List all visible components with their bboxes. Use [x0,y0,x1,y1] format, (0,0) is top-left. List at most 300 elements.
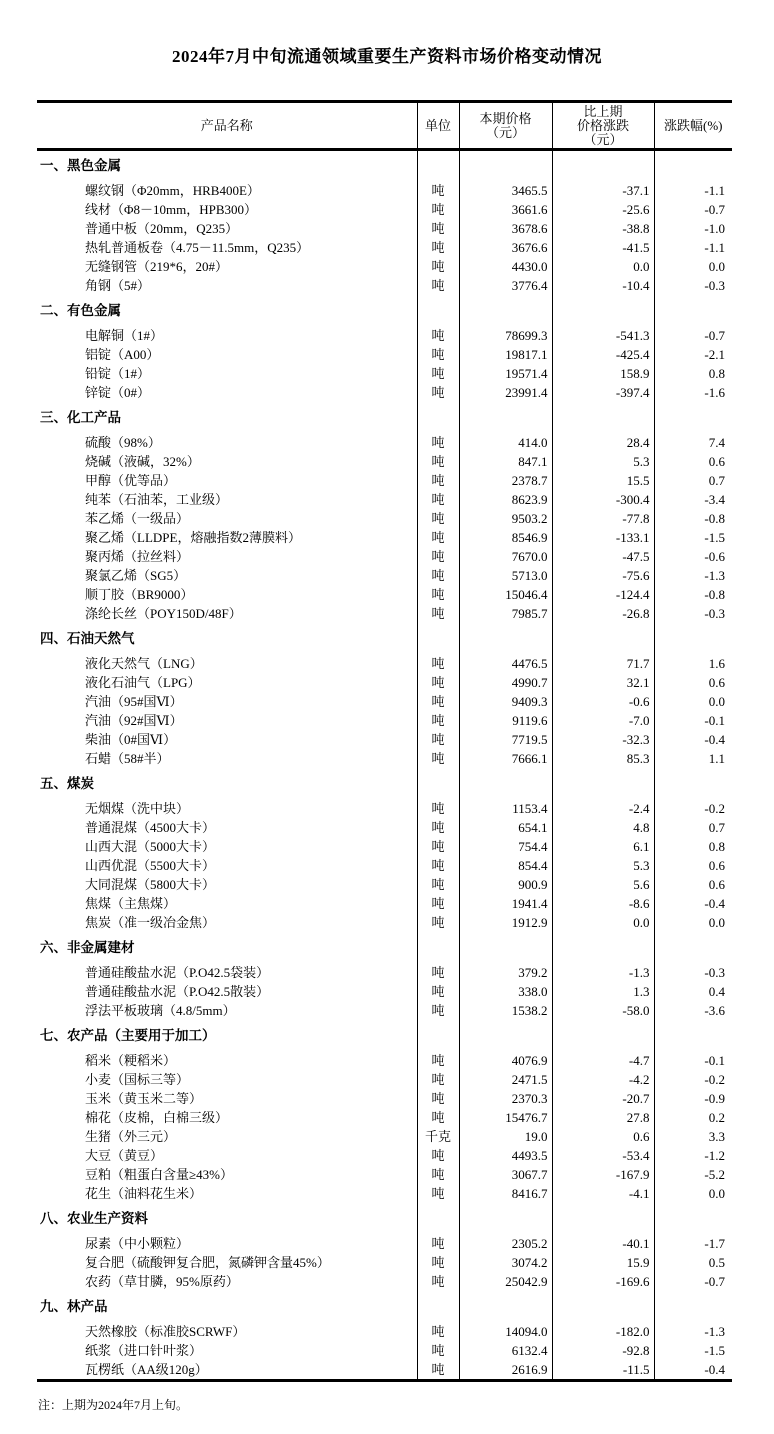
change-cell [552,150,654,181]
change-cell: -300.4 [552,490,654,509]
product-row [37,1108,732,1127]
price-cell [459,295,552,326]
product-row [37,345,732,364]
change-cell: 71.7 [552,654,654,673]
product-name-cell: 浮法平板玻璃（4.8/5mm） [85,1002,236,1018]
product-name-cell: 柴油（0#国Ⅵ） [85,731,177,747]
col-header-pct-label: 涨跌幅(%) [664,117,723,133]
table-header-row [37,102,732,150]
pct-cell: 0.6 [654,673,732,692]
unit-cell: 吨 [417,749,459,768]
pct-cell: -1.0 [654,219,732,238]
price-cell: 854.4 [459,856,552,875]
pct-cell: 0.0 [654,692,732,711]
unit-cell: 吨 [417,200,459,219]
unit-cell: 吨 [417,1146,459,1165]
price-cell: 3067.7 [459,1165,552,1184]
product-name-cell: 一、黑色金属 [40,158,121,174]
price-cell: 3074.2 [459,1253,552,1272]
pct-cell: -1.1 [654,181,732,200]
change-cell: 15.5 [552,471,654,490]
product-name-cell: 生猪（外三元） [85,1128,177,1144]
price-cell: 1538.2 [459,1001,552,1020]
price-cell: 754.4 [459,837,552,856]
product-row [37,818,732,837]
price-cell: 4493.5 [459,1146,552,1165]
price-cell: 15476.7 [459,1108,552,1127]
product-name-cell: 普通混煤（4500大卡） [85,819,216,835]
pct-cell: -0.3 [654,604,732,623]
product-name-cell: 无烟煤（洗中块） [85,800,190,816]
change-cell: 5.3 [552,856,654,875]
unit-cell: 吨 [417,875,459,894]
change-cell: -40.1 [552,1234,654,1253]
unit-cell: 吨 [417,585,459,604]
change-cell: -169.6 [552,1272,654,1291]
price-cell: 19571.4 [459,364,552,383]
price-cell: 8546.9 [459,528,552,547]
unit-cell: 吨 [417,692,459,711]
product-name-cell: 石蜡（58#半） [85,750,170,766]
change-cell: -541.3 [552,326,654,345]
product-name-cell: 硫酸（98%） [85,434,161,450]
price-table [37,100,732,1382]
pct-cell: 0.0 [654,1184,732,1203]
product-row [37,749,732,768]
unit-cell: 吨 [417,276,459,295]
change-cell: -92.8 [552,1341,654,1360]
change-cell: -124.4 [552,585,654,604]
unit-cell: 吨 [417,1108,459,1127]
pct-cell: -0.4 [654,730,732,749]
change-cell [552,295,654,326]
unit-cell [417,150,459,181]
price-cell: 3465.5 [459,181,552,200]
change-cell: 15.9 [552,1253,654,1272]
change-cell [552,1291,654,1322]
unit-cell: 吨 [417,818,459,837]
product-name-cell: 山西优混（5500大卡） [85,857,216,873]
product-name-cell: 四、石油天然气 [40,630,135,646]
product-row [37,585,732,604]
product-row [37,1001,732,1020]
pct-cell: -5.2 [654,1165,732,1184]
pct-cell: -1.7 [654,1234,732,1253]
product-name-cell: 花生（油料花生米） [85,1185,203,1201]
product-name-cell: 线材（Φ8－10mm，HPB300） [85,201,258,217]
price-cell: 78699.3 [459,326,552,345]
price-cell: 900.9 [459,875,552,894]
page-title: 2024年7月中旬流通领域重要生产资料市场价格变动情况 [172,47,602,66]
price-cell: 2471.5 [459,1070,552,1089]
price-cell [459,1291,552,1322]
product-row [37,856,732,875]
product-row [37,1089,732,1108]
product-row [37,1253,732,1272]
price-cell: 654.1 [459,818,552,837]
product-row [37,566,732,585]
product-name-cell: 纯苯（石油苯，工业级） [85,491,229,507]
product-row [37,730,732,749]
change-cell: -75.6 [552,566,654,585]
change-cell: 27.8 [552,1108,654,1127]
pct-cell: 0.6 [654,856,732,875]
product-name-cell: 普通硅酸盐水泥（P.O42.5散装） [85,983,270,999]
product-row [37,276,732,295]
change-cell: -1.3 [552,963,654,982]
price-cell [459,768,552,799]
product-name-cell: 焦炭（准一级冶金焦） [85,914,216,930]
col-header-change-line1: 比上期 [583,103,623,119]
unit-cell: 吨 [417,490,459,509]
pct-cell: -1.3 [654,566,732,585]
price-cell: 9409.3 [459,692,552,711]
unit-cell [417,1291,459,1322]
product-row [37,913,732,932]
product-name-cell: 八、农业生产资料 [40,1210,148,1226]
product-row [37,1322,732,1341]
pct-cell [654,1203,732,1234]
product-name-cell: 稻米（粳稻米） [85,1052,177,1068]
change-cell: -0.6 [552,692,654,711]
price-cell: 4476.5 [459,654,552,673]
change-cell: 32.1 [552,673,654,692]
change-cell: -58.0 [552,1001,654,1020]
unit-cell: 吨 [417,1001,459,1020]
unit-cell: 吨 [417,238,459,257]
product-row [37,509,732,528]
unit-cell [417,1203,459,1234]
col-header-change-line2: 价格涨跌 [576,117,629,133]
pct-cell: -1.5 [654,528,732,547]
price-cell: 414.0 [459,433,552,452]
change-cell: -2.4 [552,799,654,818]
product-name-cell: 七、农产品（主要用于加工） [40,1027,216,1043]
product-name-cell: 三、化工产品 [40,409,121,425]
price-cell: 4076.9 [459,1051,552,1070]
change-cell: -41.5 [552,238,654,257]
price-cell: 7666.1 [459,749,552,768]
price-cell: 6132.4 [459,1341,552,1360]
product-name-cell: 液化天然气（LNG） [85,655,203,671]
product-name-cell: 顺丁胶（BR9000） [85,586,194,602]
product-name-cell: 铝锭（A00） [85,346,160,362]
unit-cell: 吨 [417,1322,459,1341]
product-row [37,799,732,818]
unit-cell: 吨 [417,326,459,345]
change-cell: 28.4 [552,433,654,452]
pct-cell: -0.6 [654,547,732,566]
pct-cell: -0.3 [654,963,732,982]
pct-cell: -3.6 [654,1001,732,1020]
price-cell: 14094.0 [459,1322,552,1341]
change-cell: 5.6 [552,875,654,894]
pct-cell: -0.1 [654,711,732,730]
product-row [37,433,732,452]
pct-cell [654,295,732,326]
price-cell: 25042.9 [459,1272,552,1291]
pct-cell: -3.4 [654,490,732,509]
unit-cell: 吨 [417,837,459,856]
product-name-cell: 液化石油气（LPG） [85,674,201,690]
product-row [37,673,732,692]
pct-cell: 0.2 [654,1108,732,1127]
pct-cell: -1.1 [654,238,732,257]
product-row [37,1127,732,1146]
product-name-cell: 山西大混（5000大卡） [85,838,216,854]
product-row [37,1146,732,1165]
change-cell [552,1020,654,1051]
price-cell: 1912.9 [459,913,552,932]
col-header-unit [417,102,459,150]
unit-cell [417,402,459,433]
change-cell: -133.1 [552,528,654,547]
product-row [37,452,732,471]
pct-cell: -1.5 [654,1341,732,1360]
product-row [37,490,732,509]
product-row [37,1051,732,1070]
pct-cell: 3.3 [654,1127,732,1146]
pct-cell: 1.6 [654,654,732,673]
pct-cell: -0.1 [654,1051,732,1070]
change-cell [552,1203,654,1234]
unit-cell: 吨 [417,509,459,528]
change-cell: -7.0 [552,711,654,730]
unit-cell: 吨 [417,711,459,730]
section-header-row [37,402,732,433]
unit-cell: 吨 [417,566,459,585]
product-row [37,604,732,623]
product-name-cell: 大同混煤（5800大卡） [85,876,216,892]
price-cell: 5713.0 [459,566,552,585]
product-name-cell: 棉花（皮棉，白棉三级） [85,1109,229,1125]
unit-cell [417,932,459,963]
change-cell: -53.4 [552,1146,654,1165]
product-name-cell: 聚乙烯（LLDPE，熔融指数2薄膜料） [85,529,301,545]
unit-cell: 吨 [417,856,459,875]
product-name-cell: 焦煤（主焦煤） [85,895,177,911]
unit-cell: 吨 [417,345,459,364]
col-header-product-label: 产品名称 [200,117,253,133]
product-name-cell: 角钢（5#） [85,277,151,293]
footnote: 注：上期为2024年7月上旬。 [38,1398,189,1412]
product-row [37,181,732,200]
pct-cell: -0.9 [654,1089,732,1108]
product-name-cell: 涤纶长丝（POY150D/48F） [85,605,242,621]
price-cell: 3678.6 [459,219,552,238]
unit-cell: 吨 [417,383,459,402]
change-cell: -4.1 [552,1184,654,1203]
price-cell: 7719.5 [459,730,552,749]
pct-cell [654,402,732,433]
price-cell: 847.1 [459,452,552,471]
product-row [37,982,732,1001]
change-cell: 85.3 [552,749,654,768]
pct-cell: 0.6 [654,452,732,471]
product-name-cell: 苯乙烯（一级品） [85,510,190,526]
pct-cell [654,1020,732,1051]
product-name-cell: 大豆（黄豆） [85,1147,164,1163]
pct-cell: 0.4 [654,982,732,1001]
product-name-cell: 尿素（中小颗粒） [85,1235,190,1251]
price-cell: 19.0 [459,1127,552,1146]
product-name-cell: 聚丙烯（拉丝料） [85,548,190,564]
pct-cell [654,932,732,963]
change-cell: 158.9 [552,364,654,383]
product-row [37,326,732,345]
change-cell: -37.1 [552,181,654,200]
product-name-cell: 铅锭（1#） [85,365,151,381]
pct-cell: -1.2 [654,1146,732,1165]
product-name-cell: 瓦楞纸（AA级120g） [85,1361,208,1377]
unit-cell: 吨 [417,604,459,623]
product-row [37,692,732,711]
col-header-change [552,102,654,150]
pct-cell [654,768,732,799]
product-row [37,200,732,219]
unit-cell: 吨 [417,1184,459,1203]
product-name-cell: 汽油（92#国Ⅵ） [85,712,183,728]
unit-cell: 吨 [417,1360,459,1381]
table-body [37,150,732,1381]
product-name-cell: 锌锭（0#） [85,384,151,400]
price-cell: 23991.4 [459,383,552,402]
col-header-price [459,102,552,150]
pct-cell: -1.3 [654,1322,732,1341]
product-name-cell: 螺纹钢（Φ20mm，HRB400E） [85,182,260,198]
product-name-cell: 小麦（国标三等） [85,1071,190,1087]
unit-cell [417,1020,459,1051]
product-row [37,383,732,402]
product-row [37,1070,732,1089]
unit-cell [417,623,459,654]
product-name-cell: 二、有色金属 [40,302,121,318]
price-cell: 8623.9 [459,490,552,509]
product-row [37,875,732,894]
product-name-cell: 豆粕（粗蛋白含量≥43%） [85,1166,233,1182]
col-header-pct [654,102,732,150]
section-header-row [37,1020,732,1051]
product-row [37,364,732,383]
product-name-cell: 汽油（95#国Ⅵ） [85,693,183,709]
product-name-cell: 无缝钢管（219*6，20#） [85,258,229,274]
unit-cell: 吨 [417,913,459,932]
unit-cell: 吨 [417,257,459,276]
price-cell: 9503.2 [459,509,552,528]
pct-cell: -0.4 [654,894,732,913]
pct-cell: 0.6 [654,875,732,894]
change-cell [552,623,654,654]
product-name-cell: 甲醇（优等品） [85,472,177,488]
change-cell: -8.6 [552,894,654,913]
product-row [37,963,732,982]
price-cell [459,402,552,433]
change-cell: -4.7 [552,1051,654,1070]
change-cell: -32.3 [552,730,654,749]
price-cell [459,623,552,654]
product-row [37,238,732,257]
pct-cell: 1.1 [654,749,732,768]
product-name-cell: 电解铜（1#） [85,327,164,343]
unit-cell [417,768,459,799]
unit-cell: 吨 [417,364,459,383]
pct-cell: 0.0 [654,257,732,276]
change-cell: 0.6 [552,1127,654,1146]
product-row [37,257,732,276]
unit-cell: 吨 [417,963,459,982]
price-cell: 4430.0 [459,257,552,276]
unit-cell: 吨 [417,1234,459,1253]
change-cell: -38.8 [552,219,654,238]
change-cell [552,768,654,799]
pct-cell: 0.5 [654,1253,732,1272]
change-cell: -11.5 [552,1360,654,1381]
change-cell [552,932,654,963]
unit-cell: 吨 [417,433,459,452]
col-header-product [37,102,417,150]
pct-cell: 0.8 [654,364,732,383]
unit-cell: 吨 [417,982,459,1001]
product-row [37,547,732,566]
product-name-cell: 聚氯乙烯（SG5） [85,567,187,583]
product-name-cell: 九、林产品 [40,1298,108,1314]
change-cell: -20.7 [552,1089,654,1108]
unit-cell: 吨 [417,1341,459,1360]
unit-cell: 吨 [417,654,459,673]
pct-cell: -2.1 [654,345,732,364]
col-header-unit-label: 单位 [424,117,451,133]
section-header-row [37,623,732,654]
pct-cell: -1.6 [654,383,732,402]
pct-cell: 0.7 [654,818,732,837]
change-cell: -47.5 [552,547,654,566]
pct-cell: -0.3 [654,276,732,295]
price-cell [459,1020,552,1051]
product-row [37,837,732,856]
product-name-cell: 纸浆（进口针叶浆） [85,1342,203,1358]
product-row [37,1234,732,1253]
price-cell: 9119.6 [459,711,552,730]
price-cell: 338.0 [459,982,552,1001]
col-header-change-line3: （元） [583,131,623,147]
price-cell: 15046.4 [459,585,552,604]
change-cell: -182.0 [552,1322,654,1341]
product-row [37,471,732,490]
change-cell: -26.8 [552,604,654,623]
unit-cell: 吨 [417,452,459,471]
change-cell: -10.4 [552,276,654,295]
unit-cell: 吨 [417,1165,459,1184]
pct-cell: 0.8 [654,837,732,856]
product-row [37,894,732,913]
change-cell: 0.0 [552,257,654,276]
unit-cell: 吨 [417,799,459,818]
product-row [37,1165,732,1184]
price-cell: 2305.2 [459,1234,552,1253]
price-cell: 7985.7 [459,604,552,623]
change-cell: 6.1 [552,837,654,856]
price-cell: 2616.9 [459,1360,552,1381]
unit-cell: 吨 [417,471,459,490]
change-cell: 1.3 [552,982,654,1001]
pct-cell: -0.4 [654,1360,732,1381]
product-name-cell: 玉米（黄玉米二等） [85,1090,203,1106]
product-row [37,1360,732,1381]
product-row [37,1341,732,1360]
pct-cell: -0.7 [654,200,732,219]
pct-cell: 0.0 [654,913,732,932]
section-header-row [37,1291,732,1322]
